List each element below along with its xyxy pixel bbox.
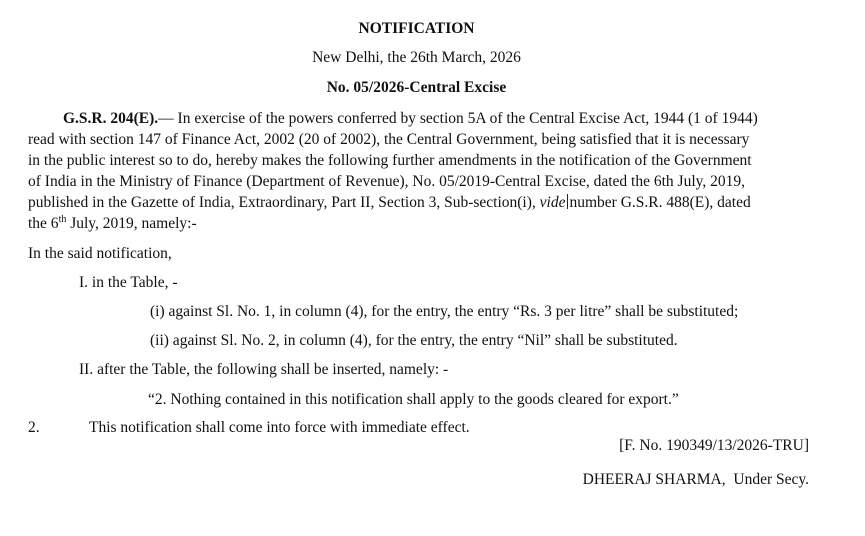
signatory-name: DHEERAJ SHARMA, (582, 471, 726, 488)
sub-item-i: (i) against Sl. No. 1, in column (4), for the entry, the entry “Rs. 3 per litre” shall be substituted; (150, 303, 739, 320)
preamble-line-6-text-b: July, 2019, namely:- (66, 215, 197, 232)
place-date: New Delhi, the 26th March, 2026 (312, 49, 521, 66)
preamble-line-5 (28, 194, 751, 212)
inserted-paragraph: “2. Nothing contained in this notification shall apply to the goods cleared for export.” (148, 391, 679, 408)
ordinal-superscript: th (58, 213, 67, 225)
preamble-line-1 (63, 110, 758, 128)
signatory-designation: Under Secy. (733, 471, 809, 488)
gsr-number: G.S.R. 204(E). (63, 110, 159, 127)
file-number: [F. No. 190349/13/2026-TRU] (619, 437, 809, 454)
intro-line: In the said notification, (28, 245, 172, 262)
preamble-line-1-text: — In exercise of the powers conferred by section 5A of the Central Excise Act, 1944 (1 of 1944) (158, 110, 758, 127)
para-2-number: 2. (28, 419, 40, 436)
notification-number: No. 05/2026-Central Excise (326, 79, 507, 96)
vide-italic: vide (539, 194, 566, 211)
preamble-line-6 (28, 215, 197, 233)
sub-item-ii: (ii) against Sl. No. 2, in column (4), for the entry, the entry “Nil” shall be substituted. (150, 332, 678, 349)
preamble-line-3: in the public interest so to do, hereby makes the following further amendments in the notification of the Government (28, 152, 752, 169)
preamble-line-5-text-a: published in the Gazette of India, Extraordinary, Part II, Section 3, Sub-section(i), (28, 194, 540, 211)
item-ii: II. after the Table, the following shall be inserted, namely: - (79, 361, 449, 378)
para-2-text: This notification shall come into force with immediate effect. (89, 419, 470, 436)
preamble-line-4: of India in the Ministry of Finance (Department of Revenue), No. 05/2019-Central Excise, dated the 6th July, 2019, (28, 173, 745, 190)
preamble-line-2: read with section 147 of Finance Act, 2002 (20 of 2002), the Central Government, being satisfied that it is necessary (28, 131, 750, 148)
preamble-line-5-text-b: number G.S.R. 488(E), dated (569, 194, 751, 211)
item-i: I. in the Table, - (79, 274, 178, 291)
signatory (583, 471, 809, 489)
preamble-line-6-text-a: the 6 (28, 215, 59, 232)
notification-title: NOTIFICATION (358, 20, 475, 37)
